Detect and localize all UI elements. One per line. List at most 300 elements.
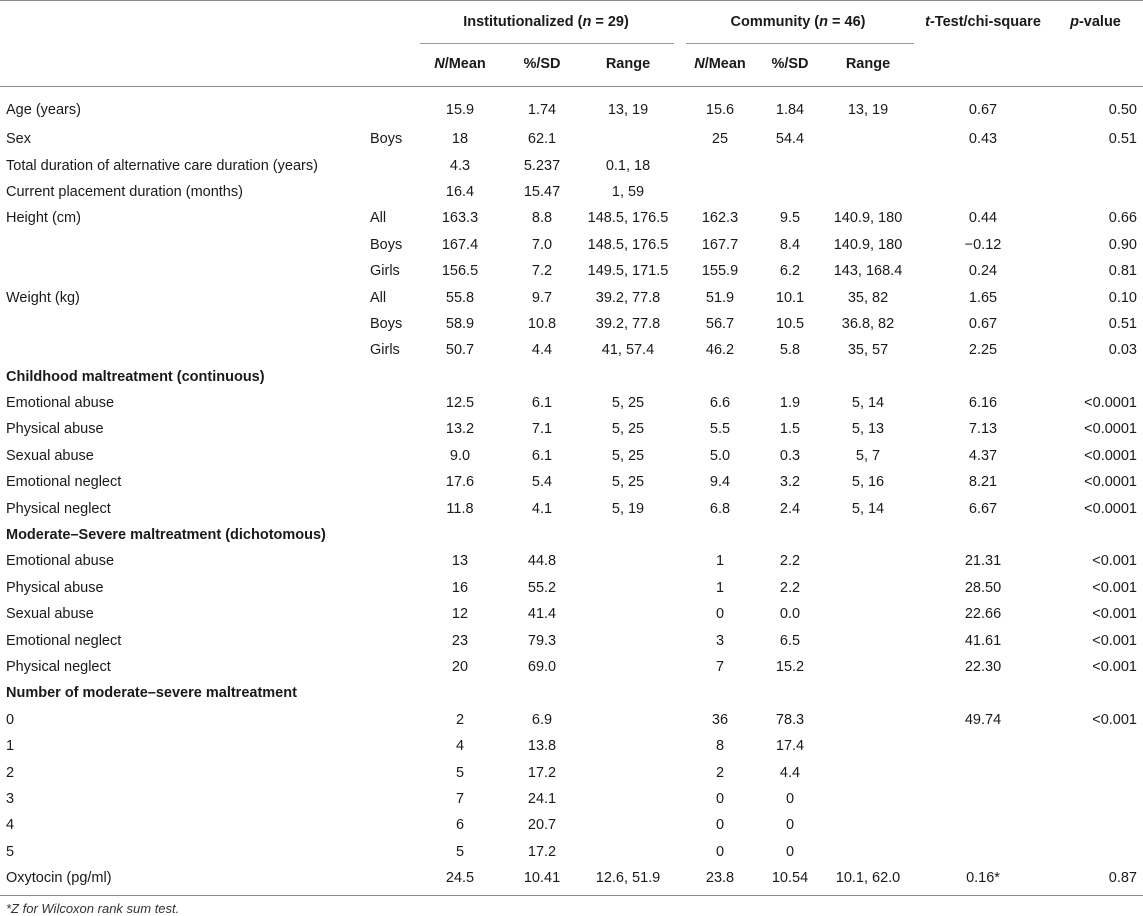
cell-n-mean-institutionalized: 13 (451, 553, 469, 570)
cell-sd-institutionalized: 10.8 (527, 315, 557, 332)
cell-p-value (1048, 839, 1143, 865)
cell-sd-community: 0.3 (779, 447, 801, 464)
cell-range-community (818, 548, 918, 574)
cell-test-statistic: 8.21 (968, 474, 998, 491)
cell-sd-community: 8.4 (779, 236, 801, 253)
cell-n-mean-institutionalized: 20 (451, 659, 469, 675)
row-sublabel (370, 86, 414, 126)
cell-range-institutionalized (578, 707, 678, 733)
row-label: Age (years) (6, 102, 81, 118)
cell-sd-institutionalized: 13.8 (527, 738, 557, 755)
cell-sd-community: 0 (785, 790, 795, 807)
cell-p-value: 0.66 (1108, 210, 1137, 227)
row-sublabel (370, 495, 414, 521)
cell-n-mean-institutionalized: 5 (455, 843, 465, 860)
cell-range-institutionalized: 41, 57.4 (601, 342, 655, 359)
footnote: *Z for Wilcoxon rank sum test. (6, 901, 180, 916)
cell-p-value (1048, 759, 1143, 785)
cell-sd-institutionalized: 6.1 (531, 447, 553, 464)
cell-sd-community: 1.5 (779, 421, 801, 438)
cell-n-mean-community: 3 (715, 632, 725, 649)
cell-test-statistic (918, 786, 1048, 812)
cell-n-mean-community: 6.6 (709, 395, 731, 412)
cell-sd-institutionalized: 7.1 (531, 421, 553, 438)
cell-test-statistic: 0.44 (968, 210, 998, 227)
row-label: Current placement duration (months) (6, 183, 243, 200)
row-sublabel (370, 812, 414, 838)
cell-test-statistic: 21.31 (964, 553, 1002, 570)
cell-range-institutionalized (578, 126, 678, 152)
row-label: Height (cm) (6, 210, 81, 227)
cell-p-value: <0.0001 (1084, 421, 1137, 438)
row-label: Physical abuse (6, 421, 104, 438)
cell-n-mean-community: 0 (715, 606, 725, 623)
cell-range-community: 35, 82 (847, 289, 889, 306)
cell-range-community (818, 786, 918, 812)
row-sublabel (370, 179, 414, 205)
cell-sd-community: 10.1 (775, 289, 805, 306)
cell-range-community (818, 152, 918, 178)
row-sublabel: Girls (370, 263, 400, 280)
row-label: 3 (6, 790, 15, 807)
row-sublabel (370, 390, 414, 416)
cell-n-mean-community: 9.4 (709, 474, 731, 491)
cell-range-institutionalized: 5, 25 (611, 447, 645, 464)
cell-p-value: <0.001 (1092, 632, 1137, 649)
cell-n-mean-community: 7 (715, 659, 725, 675)
cell-sd-institutionalized: 15.47 (523, 183, 561, 200)
cell-range-institutionalized: 0.1, 18 (605, 157, 651, 174)
cell-range-community (818, 812, 918, 838)
cell-range-community (818, 759, 918, 785)
cell-sd-institutionalized: 20.7 (527, 817, 557, 834)
cell-range-institutionalized: 39.2, 77.8 (595, 289, 661, 306)
row-sublabel (370, 548, 414, 574)
section-heading: Childhood maltreatment (continuous) (6, 368, 265, 385)
cell-test-statistic (918, 179, 1048, 205)
cell-range-community (818, 839, 918, 865)
cell-range-institutionalized (578, 548, 678, 574)
cell-range-community: 36.8, 82 (841, 315, 895, 332)
cell-test-statistic: 4.37 (968, 447, 998, 464)
cell-p-value: <0.0001 (1084, 395, 1137, 412)
cell-n-mean-institutionalized: 13.2 (445, 421, 475, 438)
row-label: Physical neglect (6, 659, 111, 675)
cell-sd-institutionalized: 5.237 (523, 157, 561, 174)
cell-n-mean-community: 56.7 (705, 315, 735, 332)
cell-sd-institutionalized: 1.74 (527, 102, 557, 118)
row-sublabel (370, 469, 414, 495)
row-sublabel: All (370, 210, 387, 227)
col-header-sd-2: %/SD (771, 56, 809, 72)
table-row (0, 548, 1143, 574)
table-row (0, 812, 1143, 838)
cell-sd-institutionalized: 17.2 (527, 764, 557, 781)
section-row (0, 364, 1143, 390)
cell-range-community: 140.9, 180 (833, 236, 903, 253)
cell-range-institutionalized: 12.6, 51.9 (595, 870, 661, 887)
cell-n-mean-institutionalized: 4.3 (449, 157, 471, 174)
table-row (0, 786, 1143, 812)
cell-n-mean-community: 46.2 (705, 342, 735, 359)
cell-sd-community: 0 (785, 843, 795, 860)
cell-sd-institutionalized: 41.4 (527, 606, 557, 623)
table-row (0, 575, 1143, 601)
cell-test-statistic: 1.65 (968, 289, 998, 306)
row-sublabel (370, 575, 414, 601)
table-row (0, 232, 1143, 258)
cell-n-mean-institutionalized: 167.4 (441, 236, 479, 253)
table-row (0, 311, 1143, 337)
cell-sd-community: 4.4 (779, 764, 801, 781)
cell-range-institutionalized (578, 575, 678, 601)
cell-p-value: 0.81 (1108, 263, 1137, 280)
cell-range-community: 10.1, 62.0 (835, 870, 901, 887)
cell-range-institutionalized: 39.2, 77.8 (595, 315, 661, 332)
row-label: Sex (6, 131, 31, 148)
cell-n-mean-community: 162.3 (701, 210, 739, 227)
cell-range-institutionalized (578, 733, 678, 759)
cell-range-institutionalized (578, 627, 678, 653)
table-row (0, 865, 1143, 891)
col-header-sd-1: %/SD (523, 56, 561, 72)
cell-test-statistic (918, 812, 1048, 838)
row-label (0, 311, 370, 337)
row-sublabel (370, 601, 414, 627)
table-row (0, 495, 1143, 521)
cell-test-statistic: 22.66 (964, 606, 1002, 623)
cell-range-institutionalized: 13, 19 (607, 102, 649, 118)
cell-sd-institutionalized: 6.9 (531, 711, 553, 728)
col-header-range-2: Range (845, 56, 891, 72)
cell-sd-community: 78.3 (775, 711, 805, 728)
cell-test-statistic: 0.24 (968, 263, 998, 280)
cell-sd-community (762, 179, 818, 205)
cell-p-value: <0.001 (1092, 579, 1137, 596)
cell-sd-community: 17.4 (775, 738, 805, 755)
row-label: 5 (6, 843, 15, 860)
cell-test-statistic: 0.16* (966, 870, 1000, 887)
cell-p-value: <0.001 (1092, 711, 1137, 728)
table-row (0, 126, 1143, 152)
row-sublabel (370, 786, 414, 812)
cell-sd-institutionalized: 69.0 (527, 659, 557, 675)
cell-sd-community: 1.84 (775, 102, 805, 118)
cell-n-mean-institutionalized: 16 (451, 579, 469, 596)
row-label: Sexual abuse (6, 606, 94, 623)
cell-n-mean-community: 0 (715, 843, 725, 860)
cell-p-value: 0.87 (1108, 870, 1137, 887)
cell-p-value: 0.51 (1108, 315, 1137, 332)
col-header-range-1: Range (605, 56, 651, 72)
cell-p-value (1048, 733, 1143, 759)
cell-n-mean-institutionalized: 18 (451, 131, 469, 148)
cell-sd-institutionalized: 7.2 (531, 263, 553, 280)
cell-range-institutionalized: 5, 25 (611, 421, 645, 438)
table-row (0, 759, 1143, 785)
cell-p-value (1048, 179, 1143, 205)
section-row (0, 522, 1143, 548)
table-row (0, 469, 1143, 495)
cell-p-value: 0.50 (1108, 102, 1137, 118)
table-row (0, 390, 1143, 416)
cell-p-value: <0.0001 (1084, 474, 1137, 491)
cell-p-value: <0.001 (1092, 606, 1137, 623)
cell-n-mean-institutionalized: 12 (451, 606, 469, 623)
cell-n-mean-community: 5.0 (709, 447, 731, 464)
row-sublabel (370, 443, 414, 469)
row-label: Emotional neglect (6, 632, 122, 649)
cell-p-value: <0.001 (1092, 553, 1137, 570)
cell-range-institutionalized: 148.5, 176.5 (587, 236, 669, 253)
cell-sd-institutionalized: 8.8 (531, 210, 553, 227)
row-sublabel: Boys (370, 131, 403, 148)
cell-range-institutionalized: 1, 59 (611, 183, 645, 200)
row-label: 4 (6, 817, 15, 834)
cell-sd-institutionalized: 9.7 (531, 289, 553, 306)
section-heading: Moderate–Severe maltreatment (dichotomous) (6, 527, 326, 544)
cell-range-community: 5, 14 (851, 395, 885, 412)
cell-sd-community (762, 152, 818, 178)
cell-n-mean-institutionalized: 55.8 (445, 289, 475, 306)
cell-sd-community: 6.5 (779, 632, 801, 649)
cell-range-community (818, 575, 918, 601)
cell-n-mean-community: 2 (715, 764, 725, 781)
cell-sd-institutionalized: 17.2 (527, 843, 557, 860)
header-rule (0, 86, 1143, 87)
cell-test-statistic: 7.13 (968, 421, 998, 438)
row-label: Total duration of alternative care duration (years) (6, 157, 318, 174)
table-row (0, 707, 1143, 733)
cell-n-mean-community: 0 (715, 817, 725, 834)
cell-range-community (818, 601, 918, 627)
p-value-header: p-value (1070, 14, 1121, 30)
cell-n-mean-community: 25 (711, 131, 729, 148)
cell-range-community: 5, 13 (851, 421, 885, 438)
cell-n-mean-community: 5.5 (709, 421, 731, 438)
cell-test-statistic: 0.67 (968, 102, 998, 118)
row-sublabel (370, 759, 414, 785)
cell-n-mean-community: 36 (711, 711, 729, 728)
cell-sd-community: 10.54 (771, 870, 809, 887)
cell-p-value: <0.001 (1092, 659, 1137, 675)
row-label: Emotional abuse (6, 553, 115, 570)
cell-p-value: 0.03 (1108, 342, 1137, 359)
header-row-columns (0, 42, 1143, 86)
row-label: 1 (6, 738, 15, 755)
row-label (0, 337, 370, 363)
cell-sd-institutionalized: 10.41 (523, 870, 561, 887)
section-heading: Number of moderate–severe maltreatment (6, 685, 297, 702)
cell-range-community: 5, 7 (855, 447, 881, 464)
col-header-n-mean-1: N/Mean (434, 56, 486, 72)
cell-sd-community: 3.2 (779, 474, 801, 491)
cell-n-mean-institutionalized: 23 (451, 632, 469, 649)
cell-range-institutionalized: 5, 19 (611, 500, 645, 517)
cell-n-mean-community: 1 (715, 553, 725, 570)
col-header-n-mean-2: N/Mean (694, 56, 746, 72)
table-row (0, 601, 1143, 627)
row-sublabel (370, 707, 414, 733)
cell-range-institutionalized (578, 786, 678, 812)
row-label (0, 232, 370, 258)
cell-test-statistic: 41.61 (964, 632, 1002, 649)
cell-range-community: 143, 168.4 (833, 263, 903, 280)
cell-sd-institutionalized: 55.2 (527, 579, 557, 596)
cell-n-mean-community (678, 152, 762, 178)
cell-test-statistic: 28.50 (964, 579, 1002, 596)
header-row-groups (0, 0, 1143, 42)
group-underline-institutionalized (420, 43, 674, 44)
cell-range-institutionalized (578, 812, 678, 838)
cell-sd-institutionalized: 6.1 (531, 395, 553, 412)
table-row (0, 337, 1143, 363)
cell-p-value: <0.0001 (1084, 447, 1137, 464)
cell-sd-community: 9.5 (779, 210, 801, 227)
cell-range-institutionalized (578, 601, 678, 627)
group-header-institutionalized: Institutionalized (n = 29) (414, 0, 678, 42)
table-row (0, 179, 1143, 205)
row-sublabel (370, 733, 414, 759)
cell-n-mean-community: 1 (715, 579, 725, 596)
cell-range-institutionalized (578, 839, 678, 865)
cell-sd-community: 6.2 (779, 263, 801, 280)
table-row (0, 284, 1143, 310)
cell-range-institutionalized (578, 654, 678, 680)
cell-sd-community: 0.0 (779, 606, 801, 623)
row-sublabel (370, 654, 414, 680)
cell-n-mean-community: 23.8 (705, 870, 735, 887)
cell-sd-institutionalized: 44.8 (527, 553, 557, 570)
cell-test-statistic (918, 759, 1048, 785)
cell-p-value (1048, 152, 1143, 178)
cell-test-statistic (918, 733, 1048, 759)
cell-range-institutionalized: 149.5, 171.5 (587, 263, 669, 280)
cell-sd-community: 15.2 (775, 659, 805, 675)
table-body (0, 86, 1143, 891)
cell-range-institutionalized (578, 759, 678, 785)
cell-range-community (818, 707, 918, 733)
cell-sd-institutionalized: 79.3 (527, 632, 557, 649)
table-row (0, 733, 1143, 759)
section-row (0, 680, 1143, 706)
cell-sd-institutionalized: 7.0 (531, 236, 553, 253)
cell-p-value (1048, 812, 1143, 838)
cell-n-mean-community: 8 (715, 738, 725, 755)
row-sublabel (370, 839, 414, 865)
row-label: Physical abuse (6, 579, 104, 596)
row-sublabel: All (370, 289, 387, 306)
cell-test-statistic: 0.67 (968, 315, 998, 332)
row-label: Weight (kg) (6, 289, 80, 306)
cell-range-community (818, 627, 918, 653)
row-sublabel (370, 152, 414, 178)
cell-sd-institutionalized: 5.4 (531, 474, 553, 491)
cell-sd-institutionalized: 62.1 (527, 131, 557, 148)
table-row (0, 654, 1143, 680)
row-label: 0 (6, 711, 15, 728)
cell-range-community: 140.9, 180 (833, 210, 903, 227)
cell-sd-community: 5.8 (779, 342, 801, 359)
cell-n-mean-community: 155.9 (701, 263, 739, 280)
cell-test-statistic (918, 839, 1048, 865)
cell-p-value: <0.0001 (1084, 500, 1137, 517)
table-row (0, 205, 1143, 231)
group-underline-community (686, 43, 914, 44)
cell-range-community: 5, 16 (851, 474, 885, 491)
cell-test-statistic (918, 152, 1048, 178)
cell-n-mean-institutionalized: 156.5 (441, 263, 479, 280)
cell-test-statistic: 49.74 (964, 711, 1002, 728)
cell-n-mean-institutionalized: 163.3 (441, 210, 479, 227)
cell-n-mean-institutionalized: 16.4 (445, 183, 475, 200)
cell-p-value: 0.51 (1108, 131, 1137, 148)
bottom-rule (0, 895, 1143, 896)
cell-sd-community: 10.5 (775, 315, 805, 332)
cell-range-community (818, 733, 918, 759)
cell-test-statistic: 0.43 (968, 131, 998, 148)
cell-test-statistic: 6.16 (968, 395, 998, 412)
cell-n-mean-community: 51.9 (705, 289, 735, 306)
row-label: Physical neglect (6, 500, 111, 517)
cell-n-mean-institutionalized: 4 (455, 738, 465, 755)
table-row (0, 152, 1143, 178)
table-row (0, 86, 1143, 126)
cell-range-community: 13, 19 (847, 102, 889, 118)
cell-sd-institutionalized: 4.4 (531, 342, 553, 359)
cell-sd-community: 2.2 (779, 553, 801, 570)
row-sublabel: Boys (370, 236, 403, 253)
cell-test-statistic: 22.30 (964, 659, 1002, 675)
cell-test-statistic: −0.12 (964, 236, 1002, 253)
cell-sd-institutionalized: 4.1 (531, 500, 553, 517)
table-row (0, 258, 1143, 284)
cell-sd-community: 54.4 (775, 131, 805, 148)
cell-n-mean-community: 0 (715, 790, 725, 807)
row-label: Emotional abuse (6, 395, 115, 412)
cell-test-statistic: 2.25 (968, 342, 998, 359)
row-label: Emotional neglect (6, 474, 122, 491)
row-sublabel: Girls (370, 342, 400, 359)
cell-range-community: 5, 14 (851, 500, 885, 517)
cell-n-mean-institutionalized: 17.6 (445, 474, 475, 491)
cell-n-mean-community: 6.8 (709, 500, 731, 517)
cell-sd-institutionalized: 24.1 (527, 790, 557, 807)
cell-n-mean-community: 15.6 (705, 102, 735, 118)
row-sublabel (370, 627, 414, 653)
cell-n-mean-institutionalized: 11.8 (446, 500, 474, 517)
cell-n-mean-institutionalized: 15.9 (445, 102, 475, 118)
cell-n-mean-institutionalized: 6 (455, 817, 465, 834)
row-label: Oxytocin (pg/ml) (6, 870, 112, 887)
cell-n-mean-institutionalized: 7 (455, 790, 465, 807)
cell-range-community (818, 126, 918, 152)
cell-n-mean-community (678, 179, 762, 205)
table-row (0, 416, 1143, 442)
cell-n-mean-institutionalized: 12.5 (445, 395, 475, 412)
cell-n-mean-institutionalized: 2 (455, 711, 465, 728)
row-label (0, 258, 370, 284)
cell-range-institutionalized: 148.5, 176.5 (587, 210, 669, 227)
cell-sd-community: 2.4 (779, 500, 801, 517)
group-header-community: Community (n = 46) (678, 0, 918, 42)
cell-range-community (818, 179, 918, 205)
cell-n-mean-institutionalized: 50.7 (445, 342, 475, 359)
cell-p-value: 0.90 (1108, 236, 1137, 253)
cell-n-mean-institutionalized: 58.9 (445, 315, 475, 332)
row-label: Sexual abuse (6, 447, 94, 464)
cell-p-value: 0.10 (1108, 289, 1137, 306)
